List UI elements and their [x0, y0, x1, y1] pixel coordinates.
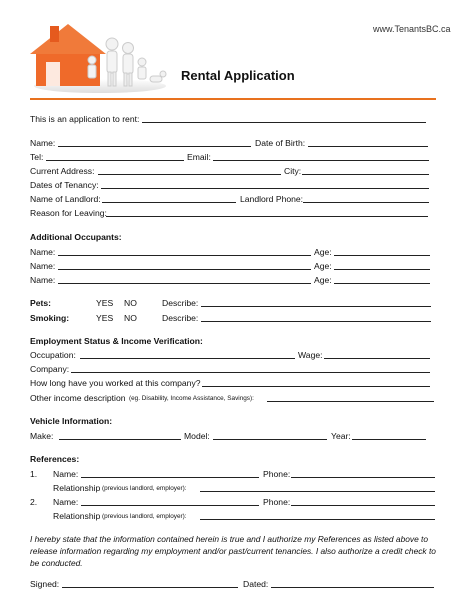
smoking-yes-option[interactable]: YES [96, 313, 114, 323]
date-field[interactable] [271, 587, 434, 588]
how-long-label: How long have you worked at this company? [30, 378, 201, 388]
dob-field[interactable] [308, 146, 428, 147]
other-income-field[interactable] [267, 401, 434, 402]
occupant-age-label: Age: [314, 261, 332, 271]
tel-label: Tel: [30, 152, 44, 162]
occupant-name-label: Name: [30, 275, 56, 285]
pets-describe-label: Describe: [162, 298, 199, 308]
pets-no-option[interactable]: NO [124, 298, 137, 308]
header-divider [30, 98, 436, 100]
model-field[interactable] [213, 439, 327, 440]
logo [30, 14, 170, 94]
pets-label: Pets: [30, 298, 52, 308]
email-label: Email: [187, 152, 211, 162]
reference-name-field[interactable] [81, 477, 259, 478]
make-field[interactable] [59, 439, 181, 440]
house-family-logo-icon [30, 14, 170, 94]
occupant-name-label: Name: [30, 247, 56, 257]
reference-phone-label: Phone: [263, 469, 291, 479]
make-label: Make: [30, 431, 54, 441]
smoking-label: Smoking: [30, 313, 70, 323]
occupant-age-field[interactable] [334, 255, 430, 256]
other-income-note: (eg. Disability, Income Assistance, Savings): [129, 395, 254, 402]
model-label: Model: [184, 431, 210, 441]
reference-name-label: Name: [53, 497, 79, 507]
signature-field[interactable] [62, 587, 238, 588]
reference-relationship-field[interactable] [200, 519, 435, 520]
pets-describe-field[interactable] [201, 306, 431, 307]
website-url: www.TenantsBC.ca [373, 24, 451, 34]
reference-relationship-note: (previous landlord, employer): [102, 513, 187, 520]
landlord-phone-label: Landlord Phone: [240, 194, 304, 204]
city-field[interactable] [302, 174, 429, 175]
occupant-age-field[interactable] [334, 283, 430, 284]
intro-label: This is an application to rent: [30, 114, 140, 124]
occupant-name-field[interactable] [58, 283, 311, 284]
landlord-phone-field[interactable] [303, 202, 429, 203]
occupant-age-field[interactable] [334, 269, 430, 270]
occupant-name-field[interactable] [58, 255, 311, 256]
company-field[interactable] [71, 372, 430, 373]
tel-field[interactable] [46, 160, 184, 161]
dates-of-tenancy-field[interactable] [101, 188, 429, 189]
occupant-name-label: Name: [30, 261, 56, 271]
signed-label: Signed: [30, 579, 60, 589]
reference-phone-label: Phone: [263, 497, 291, 507]
rent-address-field[interactable] [142, 122, 426, 123]
vehicle-heading: Vehicle Information: [30, 416, 113, 426]
landlord-name-label: Name of Landlord: [30, 194, 101, 204]
occupation-label: Occupation: [30, 350, 76, 360]
company-label: Company: [30, 364, 70, 374]
employment-heading: Employment Status & Income Verification: [30, 336, 203, 346]
occupation-field[interactable] [80, 358, 295, 359]
smoking-no-option[interactable]: NO [124, 313, 137, 323]
reference-number: 2. [30, 497, 38, 507]
name-label: Name: [30, 138, 56, 148]
page-title: Rental Application [181, 68, 295, 83]
reason-for-leaving-field[interactable] [106, 216, 428, 217]
email-field[interactable] [213, 160, 429, 161]
reference-phone-field[interactable] [291, 505, 435, 506]
dated-label: Dated: [243, 579, 269, 589]
current-address-field[interactable] [98, 174, 281, 175]
additional-occupants-heading: Additional Occupants: [30, 232, 122, 242]
other-income-label: Other income description [30, 393, 126, 403]
current-address-label: Current Address: [30, 166, 95, 176]
occupant-age-label: Age: [314, 247, 332, 257]
wage-field[interactable] [324, 358, 430, 359]
dates-of-tenancy-label: Dates of Tenancy: [30, 180, 99, 190]
reference-relationship-field[interactable] [200, 491, 435, 492]
reference-phone-field[interactable] [291, 477, 435, 478]
occupant-age-label: Age: [314, 275, 332, 285]
year-label: Year: [331, 431, 351, 441]
how-long-field[interactable] [202, 386, 430, 387]
name-field[interactable] [58, 146, 251, 147]
year-field[interactable] [352, 439, 426, 440]
references-heading: References: [30, 454, 80, 464]
smoking-describe-label: Describe: [162, 313, 199, 323]
reference-name-field[interactable] [81, 505, 259, 506]
smoking-describe-field[interactable] [201, 321, 431, 322]
landlord-name-field[interactable] [102, 202, 236, 203]
dob-label: Date of Birth: [255, 138, 306, 148]
wage-label: Wage: [298, 350, 323, 360]
city-label: City: [284, 166, 302, 176]
occupant-name-field[interactable] [58, 269, 311, 270]
reference-relationship-note: (previous landlord, employer): [102, 485, 187, 492]
declaration-text: I hereby state that the information contained herein is true and I authorize my References as listed above to release information regarding my employment and/or past/current tenancies. I also authorize a credit check to be conducted. [30, 534, 436, 568]
reason-for-leaving-label: Reason for Leaving: [30, 208, 107, 218]
reference-relationship-label: Relationship [53, 483, 101, 493]
reference-relationship-label: Relationship [53, 511, 101, 521]
reference-number: 1. [30, 469, 38, 479]
reference-name-label: Name: [53, 469, 79, 479]
pets-yes-option[interactable]: YES [96, 298, 114, 308]
